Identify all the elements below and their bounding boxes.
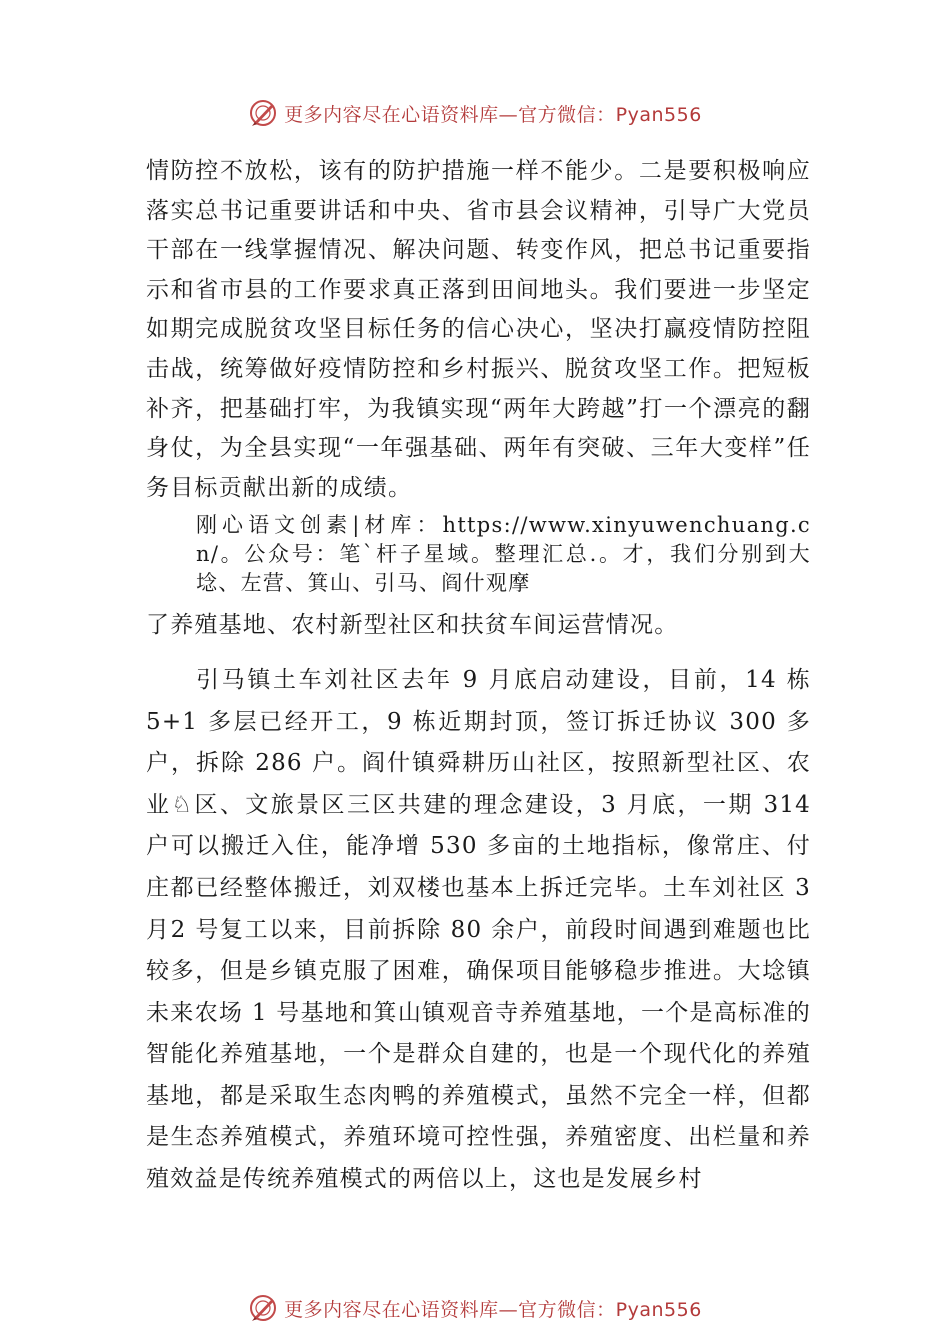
header-banner bbox=[0, 96, 950, 130]
header-wechat-id: Pyan556 bbox=[615, 103, 702, 126]
footer-banner bbox=[0, 1291, 950, 1325]
pen-seal-icon bbox=[248, 1293, 278, 1323]
paragraph-1: 情防控不放松，该有的防护措施一样不能少。二是要积极响应落实总书记重要讲话和中央、省市县会议精神，引导广大党员干部在一线掌握情况、解决问题、转变作风，把总书记重要指示和省市县的工作要求真正落到田间地头。我们要进一步坚定如期完成脱贫攻坚目标任务的信心决心，坚决打赢疫情防控阻击战，统筹做好疫情防控和乡村振兴、脱贫攻坚工作。把短板补齐，把基础打牢，为我镇实现“两年大跨越”打一个漂亮的翻身仗，为全县实现“一年强基础、两年有突破、三年大变样”任务目标贡献出新的成绩。 bbox=[146, 158, 811, 501]
pen-seal-icon bbox=[248, 98, 278, 128]
document-body bbox=[146, 152, 811, 1201]
footer-wechat-id: Pyan556 bbox=[615, 1298, 702, 1321]
paragraph-2: 了养殖基地、农村新型社区和扶贫车间运营情况。 bbox=[146, 612, 679, 639]
source-note: 刚心语文创素|材库：https://www.xinyuwenchuang.cn/。公众号：笔`杆子星域。整理汇总.。才，我们分别到大埝、左营、箕山、引马、阎什观摩 bbox=[196, 513, 811, 596]
paragraph-3: 引马镇土车刘社区去年 9 月底启动建设，目前，14 栋5+1 多层已经开工，9 栋近期封顶，签订拆迁协议 300 多户，拆除 286 户。阎什镇舜耕历山社区，按照新型社区、农业♘区、文旅景区三区共建的理念建设，3 月底，一期 314 户可以搬迁入住，能净增 530 多亩的土地指标，像常庄、付庄都已经整体搬迁，刘双楼也基本上拆迁完毕。土车刘社区 3 月2 号复工以来，目前拆除 80 余户，前段时间遇到难题也比较多，但是乡镇克服了困难，确保项目能够稳步推进。大埝镇未来农场 1 号基地和箕山镇观音寺养殖基地，一个是高标准的智能化养殖基地，一个是群众自建的，也是一个现代化的养殖基地，都是采取生态肉鸭的养殖模式，虽然不完全一样，但都是生态养殖模式，养殖环境可控性强，养殖密度、出栏量和养殖效益是传统养殖模式的两倍以上，这也是发展乡村 bbox=[146, 666, 811, 1193]
header-banner-text: 更多内容尽在心语资料库—官方微信： bbox=[284, 103, 616, 126]
footer-banner-text: 更多内容尽在心语资料库—官方微信： bbox=[284, 1298, 616, 1321]
